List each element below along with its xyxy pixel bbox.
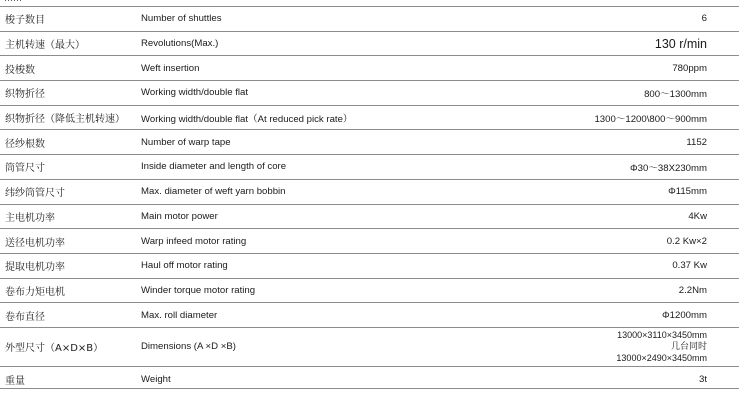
row-value: 0.37 Kw (672, 260, 707, 272)
spec-row-weft-insertion (0, 56, 739, 81)
row-value: Φ1200mm (662, 309, 707, 321)
row-label-cn: 投梭数 (5, 64, 35, 76)
row-label-en: Number of warp tape (141, 136, 231, 148)
row-value: 2.2Nm (678, 284, 707, 296)
cropped-top-row (0, 0, 739, 7)
row-value: 6 (701, 13, 707, 25)
row-label-en: Dimensions (A ×D ×B) (141, 341, 236, 353)
row-label-cn: 织物折径（降低主机转速） (5, 114, 125, 126)
spec-row-roll-diameter (0, 303, 739, 328)
row-value: 4Kw (688, 210, 707, 222)
spec-row-working-width (0, 81, 739, 106)
row-label-en: Weft insertion (141, 62, 200, 74)
row-label-en: Working width/double flat（At reduced pick rate） (141, 113, 353, 125)
row-value-line: 几台同时 (670, 341, 707, 352)
row-label-en: Inside diameter and length of core (141, 161, 287, 173)
spec-row-warp-tape (0, 130, 739, 155)
row-label-cn: 外型尺寸（A×D×B） (5, 343, 104, 355)
row-value: 1152 (686, 136, 707, 148)
row-label-en: Number of shuttles (141, 13, 222, 25)
row-label-en: Haul off motor rating (141, 260, 228, 272)
spec-row-core-size (0, 155, 739, 180)
spec-row-haul-off-motor (0, 254, 739, 279)
row-value: 3t (698, 373, 707, 385)
spec-row-shuttles (0, 7, 739, 32)
row-value: 0.2 Kw×2 (666, 235, 707, 247)
row-label-en: Warp infeed motor rating (141, 235, 247, 247)
row-label-en: Weight (141, 373, 171, 385)
row-label-en: Working width/double flat (141, 87, 249, 99)
row-value: 130 r/min (654, 36, 707, 51)
row-label-en: Max. roll diameter (141, 309, 218, 321)
row-label-en: Revolutions(Max.) (141, 38, 219, 50)
row-label-cn: 卷布直径 (5, 311, 45, 323)
row-label-cn: 梭子数目 (5, 15, 45, 27)
spec-row-dimensions (0, 328, 739, 367)
row-label-cn: 重量 (5, 375, 25, 387)
row-label-en: Main motor power (141, 210, 218, 222)
row-label-en: Winder torque motor rating (141, 284, 256, 296)
spec-row-winder-torque (0, 279, 739, 304)
row-label-cn: 送径电机功率 (5, 237, 65, 249)
spec-row-bobbin (0, 180, 739, 205)
row-label-cn: 卷布力矩电机 (5, 286, 65, 298)
row-value: 780ppm (672, 62, 707, 74)
spec-row-weight (0, 367, 739, 389)
row-label-cn: 主机转速（最大） (5, 40, 85, 52)
row-label-en: Max. diameter of weft yarn bobbin (141, 186, 286, 198)
spec-row-main-motor (0, 205, 739, 230)
cropped-text (4, 0, 22, 4)
row-value: 800～1300mm (644, 88, 707, 100)
row-label-cn: 提取电机功率 (5, 262, 65, 274)
row-value-line: 13000×3110×3450mm (617, 329, 707, 340)
row-value-line: 13000×2490×3450mm (616, 352, 707, 363)
row-label-cn: 纬纱筒管尺寸 (5, 188, 65, 200)
row-value: Φ115mm (668, 186, 707, 198)
spec-row-warp-infeed-motor (0, 229, 739, 254)
row-value-stack (616, 328, 707, 366)
row-value: 1300～1200\800～900mm (594, 113, 707, 125)
spec-row-working-width-reduced (0, 106, 739, 131)
row-label-cn: 径纱根数 (5, 138, 45, 150)
row-label-cn: 筒管尺寸 (5, 163, 45, 175)
row-label-cn: 织物折径 (5, 89, 45, 101)
row-label-cn: 主电机功率 (5, 212, 55, 224)
spec-row-revolutions (0, 32, 739, 57)
row-value: Φ30～38X230mm (630, 162, 707, 174)
